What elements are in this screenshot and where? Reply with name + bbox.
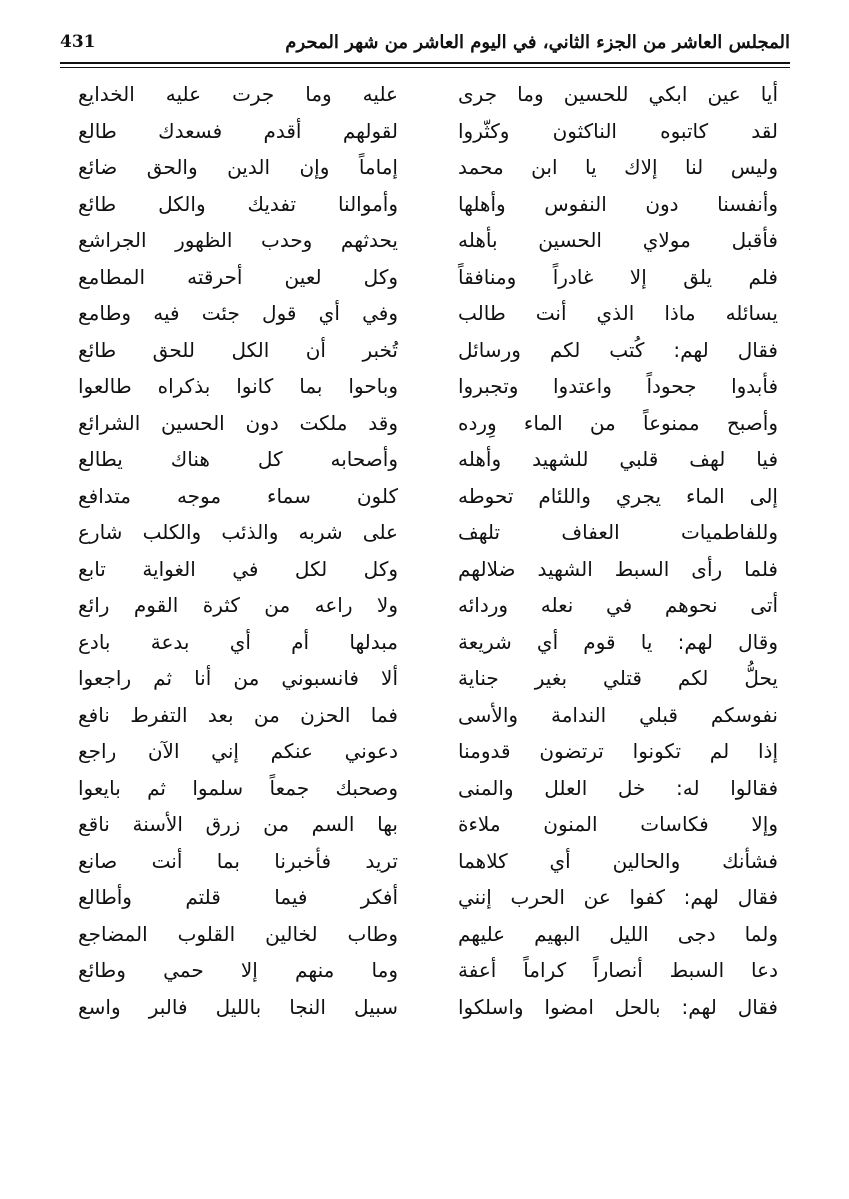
verse-first-hemistich: وإلا فكاسات المنون ملاءة (458, 812, 778, 837)
verse-first-hemistich: وأصبح ممنوعاً من الماء وِرده (458, 410, 778, 435)
verse-line (78, 916, 778, 953)
verse-second-hemistich: وكل لكل في الغواية تابع (78, 556, 398, 581)
verse-first-hemistich: وللفاطميات العفاف تلهف (458, 520, 778, 545)
verse-second-hemistich: فما الحزن من بعد التفرط نافع (78, 702, 398, 727)
verse-line (78, 368, 778, 405)
verse-second-hemistich: تريد فأخبرنا بما أنت صانع (78, 848, 398, 873)
verse-line (78, 697, 778, 734)
verse-second-hemistich: وفي أي قول جئت فيه وطامع (78, 301, 398, 326)
verse-line (78, 405, 778, 442)
verse-second-hemistich: تُخبر أن الكل للحق طائع (78, 337, 398, 362)
verse-line (78, 295, 778, 332)
verse-second-hemistich: بها السم من زرق الأسنة ناقع (78, 812, 398, 837)
verse-line (78, 660, 778, 697)
verse-line (78, 989, 778, 1026)
verse-second-hemistich: سبيل النجا بالليل فالبر واسع (78, 994, 398, 1019)
verse-first-hemistich: فلم يلق إلا غادراً ومنافقاً (458, 264, 778, 289)
verse-second-hemistich: وأموالنا تفديك والكل طائع (78, 191, 398, 216)
verse-first-hemistich: فقال لهم: كُتب لكم ورسائل (458, 337, 778, 362)
verse-second-hemistich: ولا راعه من كثرة القوم رائع (78, 593, 398, 618)
verse-second-hemistich: لقولهم أقدم فسعدك طالع (78, 118, 398, 143)
verse-first-hemistich: فقال لهم: بالحل امضوا واسلكوا (458, 994, 778, 1019)
verse-line (78, 441, 778, 478)
verse-first-hemistich: فقالوا له: خل العلل والمنى (458, 775, 778, 800)
verse-first-hemistich: نفوسكم قبلي الندامة والأسى (458, 702, 778, 727)
verse-line (78, 149, 778, 186)
verse-line (78, 222, 778, 259)
verse-line (78, 332, 778, 369)
verse-line (78, 259, 778, 296)
verse-second-hemistich: وباحوا بما كانوا بذكراه طالعوا (78, 374, 398, 399)
verse-second-hemistich: وما منهم إلا حمي وطائع (78, 958, 398, 983)
verse-first-hemistich: لقد كاتبوه الناكثون وكثّروا (458, 118, 778, 143)
verse-second-hemistich: وطاب لخالين القلوب المضاجع (78, 921, 398, 946)
verse-first-hemistich: ولما دجى الليل البهيم عليهم (458, 921, 778, 946)
verse-line (78, 587, 778, 624)
verse-first-hemistich: يحلُّ لكم قتلي بغير جناية (458, 666, 778, 691)
verse-line (78, 806, 778, 843)
verse-first-hemistich: فقال لهم: كفوا عن الحرب إنني (458, 885, 778, 910)
verse-line (78, 551, 778, 588)
page-number: 431 (60, 32, 96, 52)
verse-second-hemistich: يحدثهم وحدب الظهور الجراشع (78, 228, 398, 253)
verse-first-hemistich: أيا عين ابكي للحسين وما جرى (458, 82, 778, 107)
running-header (60, 30, 790, 60)
verse-second-hemistich: ألا فانسبوني من أنا ثم راجعوا (78, 666, 398, 691)
header-title: المجلس العاشر من الجزء الثاني، في اليوم العاشر من شهر المحرم (285, 32, 790, 53)
verse-second-hemistich: وكل لعين أحرقته المطامع (78, 264, 398, 289)
verse-first-hemistich: إذا لم تكونوا ترتضون قدومنا (458, 739, 778, 764)
verse-line (78, 76, 778, 113)
verse-second-hemistich: إماماً وإن الدين والحق ضائع (78, 155, 398, 180)
verse-second-hemistich: كلون سماء موجه متدافع (78, 483, 398, 508)
verse-second-hemistich: وقد ملكت دون الحسين الشرائع (78, 410, 398, 435)
verse-first-hemistich: وليس لنا إلاك يا ابن محمد (458, 155, 778, 180)
verse-first-hemistich: أتى نحوهم في نعله وردائه (458, 593, 778, 618)
verse-first-hemistich: وقال لهم: يا قوم أي شريعة (458, 629, 778, 654)
verse-line (78, 952, 778, 989)
verse-line (78, 624, 778, 661)
verse-second-hemistich: وأصحابه كل هناك يطالع (78, 447, 398, 472)
poem-body (78, 76, 778, 1025)
verse-first-hemistich: وأنفسنا دون النفوس وأهلها (458, 191, 778, 216)
verse-line (78, 733, 778, 770)
header-rule-thick (60, 62, 790, 64)
verse-first-hemistich: فيا لهف قلبي للشهيد وأهله (458, 447, 778, 472)
verse-second-hemistich: عليه وما جرت عليه الخدايع (78, 82, 398, 107)
verse-line (78, 514, 778, 551)
verse-line (78, 113, 778, 150)
verse-first-hemistich: فأبدوا جحوداً واعتدوا وتجبروا (458, 374, 778, 399)
header-rule-thin (60, 67, 790, 68)
verse-line (78, 843, 778, 880)
verse-first-hemistich: فشأنك والحالين أي كلاهما (458, 848, 778, 873)
verse-line (78, 770, 778, 807)
verse-line (78, 478, 778, 515)
verse-first-hemistich: فأقبل مولاي الحسين بأهله (458, 228, 778, 253)
verse-second-hemistich: أفكر فيما قلتم وأطالع (78, 885, 398, 910)
verse-first-hemistich: دعا السبط أنصاراً كراماً أعفة (458, 958, 778, 983)
verse-line (78, 879, 778, 916)
verse-second-hemistich: مبدلها أم أي بدعة بادع (78, 629, 398, 654)
verse-line (78, 186, 778, 223)
verse-first-hemistich: إلى الماء يجري واللئام تحوطه (458, 483, 778, 508)
verse-second-hemistich: دعوني عنكم إني الآن راجع (78, 739, 398, 764)
verse-first-hemistich: فلما رأى السبط الشهيد ضلالهم (458, 556, 778, 581)
verse-second-hemistich: وصحبك جمعاً سلموا ثم بايعوا (78, 775, 398, 800)
verse-first-hemistich: يسائله ماذا الذي أنت طالب (458, 301, 778, 326)
verse-second-hemistich: على شربه والذئب والكلب شارع (78, 520, 398, 545)
